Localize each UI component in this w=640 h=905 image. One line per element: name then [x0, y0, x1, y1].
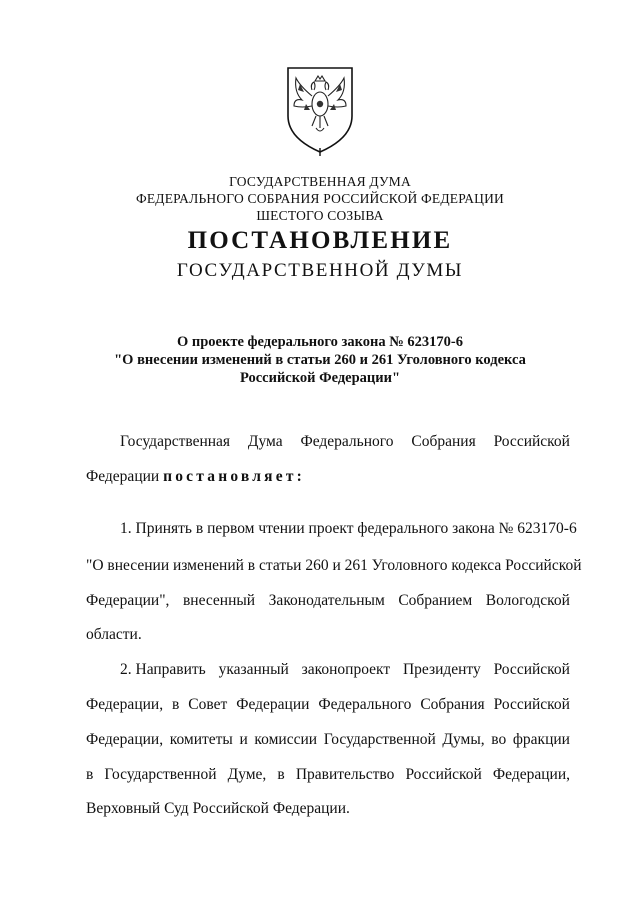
- item2-word: фракции: [512, 731, 570, 748]
- item2-word: в: [172, 696, 180, 713]
- item2-word: в: [277, 766, 285, 783]
- item2-line-1: [120, 661, 570, 679]
- preamble-word: Государственная: [120, 433, 231, 450]
- item2-word: Думы,: [442, 731, 485, 748]
- item2-word: Российской: [405, 766, 482, 783]
- bill-line-1: О проекте федерального закона № 623170-6: [176, 334, 464, 350]
- preamble-line-1: [120, 433, 570, 451]
- preamble-word: Дума: [247, 433, 283, 450]
- issuer-header: [0, 173, 640, 224]
- document-title: ПОСТАНОВЛЕНИЕ: [187, 227, 453, 254]
- item2-word: Федерации: [236, 696, 310, 713]
- item2-word: Государственной: [104, 766, 217, 783]
- item2-line-2: [86, 696, 570, 714]
- item2-word: Российской: [493, 696, 570, 713]
- item2-word: законопроект: [301, 661, 391, 678]
- preamble-word: Федерального: [300, 433, 394, 450]
- item2-word: во: [491, 731, 507, 748]
- item2-word: Федерации,: [86, 731, 164, 748]
- item2-word: комитеты: [169, 731, 233, 748]
- item2-word: Президенту: [402, 661, 481, 678]
- item1-word: Законодательным: [268, 592, 385, 609]
- item2-word: в: [86, 766, 94, 783]
- item2-word: и: [239, 731, 248, 748]
- item1-line-2: "О внесении изменений в статьи 260 и 261 Уголовного кодекса Российской: [86, 557, 582, 574]
- item2-line-5: Верховный Суд Российской Федерации.: [86, 800, 350, 817]
- item2-word: Государственной: [323, 731, 436, 748]
- item2-word: Федерации,: [492, 766, 570, 783]
- item2-word: Федерального: [318, 696, 412, 713]
- item2-word: указанный: [218, 661, 289, 678]
- item1-line-1: 1. Принять в первом чтении проект федерального закона № 623170-6: [120, 520, 577, 537]
- item2-word: Думе,: [227, 766, 267, 783]
- issuer-line-3: ШЕСТОГО СОЗЫВА: [256, 208, 384, 223]
- preamble-word: Федерации: [86, 468, 160, 485]
- item2-word: комиссии: [254, 731, 318, 748]
- preamble-word: Российской: [493, 433, 570, 450]
- item2-line-3: [86, 731, 570, 749]
- item1-line-3: [86, 592, 570, 610]
- issuer-line-1: ГОСУДАРСТВЕННАЯ ДУМА: [229, 174, 411, 189]
- item2-word: Совет: [188, 696, 228, 713]
- preamble-word: Собрания: [411, 433, 476, 450]
- item2-word: Правительство: [295, 766, 395, 783]
- item1-word: Собранием: [398, 592, 473, 609]
- item2-line-4: [86, 766, 570, 784]
- document-subtitle: ГОСУДАРСТВЕННОЙ ДУМЫ: [176, 260, 464, 281]
- item1-word: Вологодской: [485, 592, 570, 609]
- bill-heading: [0, 333, 640, 387]
- bill-line-2: "О внесении изменений в статьи 260 и 261 Уголовного кодекса: [114, 352, 526, 368]
- item1-word: Федерации",: [86, 592, 170, 609]
- item2-word: Российской: [493, 661, 570, 678]
- preamble-line-2: [86, 468, 305, 486]
- item2-word: 2. Направить: [120, 661, 206, 678]
- issuer-line-2: ФЕДЕРАЛЬНОГО СОБРАНИЯ РОССИЙСКОЙ ФЕДЕРАЦИИ: [136, 191, 504, 206]
- bill-line-3: Российской Федерации": [239, 370, 401, 386]
- coat-of-arms-icon: [282, 64, 358, 156]
- item1-line-4: области.: [86, 626, 142, 643]
- decree-verb: постановляет:: [163, 468, 305, 485]
- item1-word: внесенный: [182, 592, 256, 609]
- item2-word: Федерации,: [86, 696, 164, 713]
- item2-word: Собрания: [420, 696, 485, 713]
